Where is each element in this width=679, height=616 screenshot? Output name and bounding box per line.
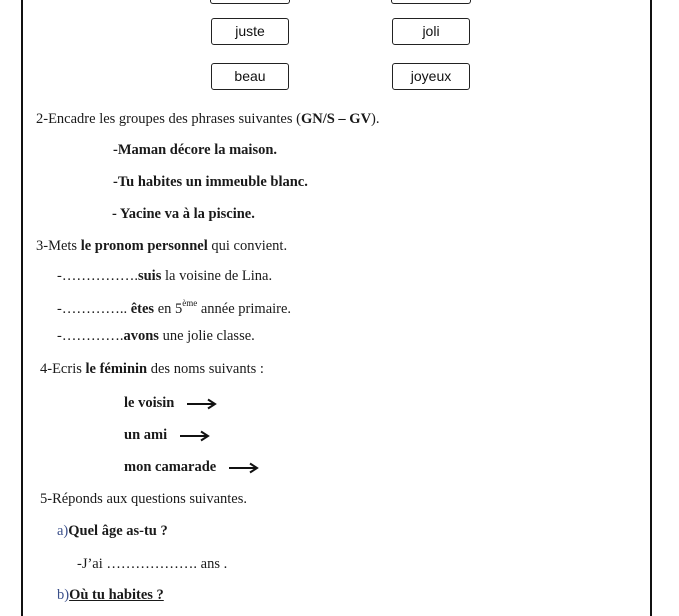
exercise-4-noun-3: [124, 459, 260, 476]
question-b-text: Où tu habites ?: [69, 587, 164, 603]
arrow-right-icon: [228, 462, 260, 474]
exercise-4-noun-2: [124, 427, 211, 444]
exercise-2-title-end: ).: [371, 111, 380, 127]
line-2-middle: en 5: [154, 301, 183, 317]
word-box-juste: juste: [211, 18, 289, 45]
exercise-2-title-text: 2-Encadre les groupes des phrases suivantes (: [36, 111, 301, 127]
exercise-3-title: [36, 238, 287, 255]
blank-1: -…………….: [57, 268, 138, 284]
question-a: [57, 523, 168, 540]
exercise-3-line-3: [57, 328, 255, 345]
exercise-3-title-pronoun: le pronom personnel: [80, 238, 208, 254]
exercise-2-title-groups: GN/S – GV: [300, 111, 372, 127]
line-1-rest: la voisine de Lina.: [161, 268, 273, 284]
exercise-3-line-1: [57, 268, 272, 285]
noun-un-ami: un ami: [124, 427, 168, 443]
exercise-3-title-end: qui convient.: [207, 238, 288, 254]
blank-3: -………….: [57, 328, 124, 344]
question-a-letter: a): [57, 523, 69, 539]
word-box-top-left-edge: [210, 0, 290, 4]
noun-mon-camarade: mon camarade: [124, 459, 217, 475]
exercise-4-title-end: des noms suivants :: [147, 361, 264, 377]
exercise-2-sentence-1: -Maman décore la maison.: [113, 142, 278, 158]
exercise-3-title-text: 3-Mets: [36, 238, 81, 254]
exercise-3-line-2: [57, 298, 291, 318]
question-a-text: Quel âge as-tu ?: [68, 523, 168, 539]
word-box-beau: beau: [211, 63, 289, 90]
verb-etes: êtes: [127, 301, 155, 317]
question-b: [57, 587, 164, 604]
exercise-5-title: 5-Réponds aux questions suivantes.: [40, 491, 248, 507]
exercise-2-title: [36, 111, 380, 128]
answer-a: -J’ai ………………. ans .: [77, 556, 228, 572]
exercise-4-noun-1: [124, 395, 218, 412]
word-box-joli: joli: [392, 18, 470, 45]
word-box-joyeux: joyeux: [392, 63, 470, 90]
line-3-rest: une jolie classe.: [158, 328, 255, 344]
ordinal-suffix: ème: [182, 298, 198, 308]
question-b-letter: b): [57, 587, 70, 603]
exercise-4-title: [40, 361, 264, 378]
arrow-right-icon: [179, 430, 211, 442]
exercise-4-title-text: 4-Ecris: [40, 361, 86, 377]
exercise-4-title-feminine: le féminin: [85, 361, 148, 377]
word-box-top-right-edge: [391, 0, 471, 4]
exercise-2-sentence-3: - Yacine va à la piscine.: [112, 206, 255, 222]
exercise-2-sentence-2: -Tu habites un immeuble blanc.: [113, 174, 308, 190]
verb-avons: avons: [123, 328, 159, 344]
verb-suis: suis: [137, 268, 162, 284]
noun-le-voisin: le voisin: [124, 395, 175, 411]
arrow-right-icon: [186, 398, 218, 410]
blank-2: -…………..: [57, 301, 128, 317]
line-2-rest: année primaire.: [197, 301, 292, 317]
